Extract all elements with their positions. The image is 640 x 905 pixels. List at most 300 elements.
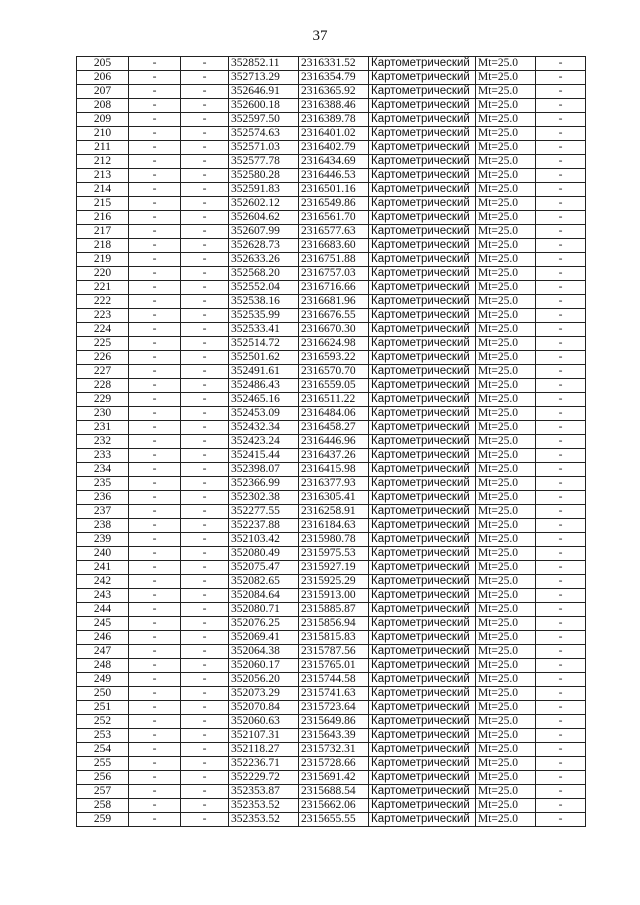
method-cell: Картометрический — [369, 561, 476, 575]
x-coordinate-cell: 352600.18 — [229, 99, 299, 113]
y-coordinate-cell: 2315913.00 — [299, 589, 369, 603]
point-number-cell: 240 — [77, 547, 129, 561]
table-row — [77, 197, 586, 211]
method-cell: Картометрический — [369, 407, 476, 421]
table-row — [77, 365, 586, 379]
x-coordinate-cell: 352398.07 — [229, 463, 299, 477]
empty-cell: - — [181, 785, 229, 799]
x-coordinate-cell: 352366.99 — [229, 477, 299, 491]
table-row — [77, 771, 586, 785]
x-coordinate-cell: 352852.11 — [229, 57, 299, 71]
method-cell: Картометрический — [369, 687, 476, 701]
empty-cell: - — [536, 239, 586, 253]
accuracy-cell: Mt=25.0 — [476, 547, 536, 561]
y-coordinate-cell: 2315744.58 — [299, 673, 369, 687]
y-coordinate-cell: 2316511.22 — [299, 393, 369, 407]
x-coordinate-cell: 352514.72 — [229, 337, 299, 351]
point-number-cell: 235 — [77, 477, 129, 491]
y-coordinate-cell: 2316354.79 — [299, 71, 369, 85]
point-number-cell: 205 — [77, 57, 129, 71]
empty-cell: - — [536, 519, 586, 533]
empty-cell: - — [129, 771, 181, 785]
empty-cell: - — [129, 687, 181, 701]
y-coordinate-cell: 2316258.91 — [299, 505, 369, 519]
accuracy-cell: Mt=25.0 — [476, 729, 536, 743]
table-row — [77, 575, 586, 589]
x-coordinate-cell: 352491.61 — [229, 365, 299, 379]
x-coordinate-cell: 352574.63 — [229, 127, 299, 141]
empty-cell: - — [129, 491, 181, 505]
y-coordinate-cell: 2316676.55 — [299, 309, 369, 323]
point-number-cell: 238 — [77, 519, 129, 533]
empty-cell: - — [181, 645, 229, 659]
point-number-cell: 224 — [77, 323, 129, 337]
method-cell: Картометрический — [369, 267, 476, 281]
point-number-cell: 258 — [77, 799, 129, 813]
empty-cell: - — [129, 715, 181, 729]
empty-cell: - — [536, 127, 586, 141]
point-number-cell: 244 — [77, 603, 129, 617]
x-coordinate-cell: 352353.87 — [229, 785, 299, 799]
method-cell: Картометрический — [369, 617, 476, 631]
x-coordinate-cell: 352538.16 — [229, 295, 299, 309]
empty-cell: - — [129, 729, 181, 743]
empty-cell: - — [181, 169, 229, 183]
empty-cell: - — [181, 729, 229, 743]
method-cell: Картометрический — [369, 449, 476, 463]
empty-cell: - — [129, 71, 181, 85]
table-row — [77, 127, 586, 141]
x-coordinate-cell: 352080.71 — [229, 603, 299, 617]
table-row — [77, 421, 586, 435]
empty-cell: - — [181, 547, 229, 561]
empty-cell: - — [536, 631, 586, 645]
empty-cell: - — [181, 421, 229, 435]
method-cell: Картометрический — [369, 141, 476, 155]
accuracy-cell: Mt=25.0 — [476, 323, 536, 337]
method-cell: Картометрический — [369, 253, 476, 267]
table-row — [77, 589, 586, 603]
empty-cell: - — [181, 85, 229, 99]
empty-cell: - — [181, 463, 229, 477]
empty-cell: - — [181, 225, 229, 239]
empty-cell: - — [129, 673, 181, 687]
accuracy-cell: Mt=25.0 — [476, 631, 536, 645]
method-cell: Картометрический — [369, 435, 476, 449]
method-cell: Картометрический — [369, 351, 476, 365]
method-cell: Картометрический — [369, 589, 476, 603]
y-coordinate-cell: 2316624.98 — [299, 337, 369, 351]
method-cell: Картометрический — [369, 757, 476, 771]
empty-cell: - — [181, 505, 229, 519]
accuracy-cell: Mt=25.0 — [476, 561, 536, 575]
point-number-cell: 223 — [77, 309, 129, 323]
point-number-cell: 236 — [77, 491, 129, 505]
empty-cell: - — [129, 477, 181, 491]
point-number-cell: 221 — [77, 281, 129, 295]
empty-cell: - — [129, 813, 181, 827]
empty-cell: - — [129, 197, 181, 211]
empty-cell: - — [129, 225, 181, 239]
table-row — [77, 323, 586, 337]
table-row — [77, 211, 586, 225]
method-cell: Картометрический — [369, 743, 476, 757]
y-coordinate-cell: 2316389.78 — [299, 113, 369, 127]
method-cell: Картометрический — [369, 603, 476, 617]
method-cell: Картометрический — [369, 533, 476, 547]
empty-cell: - — [536, 687, 586, 701]
empty-cell: - — [129, 281, 181, 295]
method-cell: Картометрический — [369, 729, 476, 743]
empty-cell: - — [181, 141, 229, 155]
empty-cell: - — [129, 57, 181, 71]
table-row — [77, 715, 586, 729]
y-coordinate-cell: 2316437.26 — [299, 449, 369, 463]
point-number-cell: 233 — [77, 449, 129, 463]
point-number-cell: 225 — [77, 337, 129, 351]
empty-cell: - — [536, 351, 586, 365]
point-number-cell: 207 — [77, 85, 129, 99]
y-coordinate-cell: 2316305.41 — [299, 491, 369, 505]
method-cell: Картометрический — [369, 155, 476, 169]
point-number-cell: 211 — [77, 141, 129, 155]
empty-cell: - — [181, 575, 229, 589]
y-coordinate-cell: 2316681.96 — [299, 295, 369, 309]
empty-cell: - — [536, 393, 586, 407]
method-cell: Картометрический — [369, 309, 476, 323]
empty-cell: - — [129, 113, 181, 127]
accuracy-cell: Mt=25.0 — [476, 197, 536, 211]
point-number-cell: 222 — [77, 295, 129, 309]
empty-cell: - — [181, 71, 229, 85]
accuracy-cell: Mt=25.0 — [476, 603, 536, 617]
empty-cell: - — [129, 309, 181, 323]
empty-cell: - — [181, 813, 229, 827]
empty-cell: - — [536, 715, 586, 729]
point-number-cell: 228 — [77, 379, 129, 393]
x-coordinate-cell: 352064.38 — [229, 645, 299, 659]
y-coordinate-cell: 2315925.29 — [299, 575, 369, 589]
point-number-cell: 206 — [77, 71, 129, 85]
x-coordinate-cell: 352432.34 — [229, 421, 299, 435]
table-row — [77, 155, 586, 169]
method-cell: Картометрический — [369, 575, 476, 589]
accuracy-cell: Mt=25.0 — [476, 225, 536, 239]
x-coordinate-cell: 352591.83 — [229, 183, 299, 197]
empty-cell: - — [181, 561, 229, 575]
accuracy-cell: Mt=25.0 — [476, 491, 536, 505]
x-coordinate-cell: 352237.88 — [229, 519, 299, 533]
table-row — [77, 631, 586, 645]
empty-cell: - — [181, 113, 229, 127]
empty-cell: - — [536, 729, 586, 743]
empty-cell: - — [129, 267, 181, 281]
empty-cell: - — [536, 253, 586, 267]
method-cell: Картометрический — [369, 85, 476, 99]
x-coordinate-cell: 352084.64 — [229, 589, 299, 603]
accuracy-cell: Mt=25.0 — [476, 659, 536, 673]
empty-cell: - — [181, 183, 229, 197]
method-cell: Картометрический — [369, 631, 476, 645]
accuracy-cell: Mt=25.0 — [476, 687, 536, 701]
y-coordinate-cell: 2316559.05 — [299, 379, 369, 393]
point-number-cell: 231 — [77, 421, 129, 435]
accuracy-cell: Mt=25.0 — [476, 477, 536, 491]
x-coordinate-cell: 352076.25 — [229, 617, 299, 631]
table-row — [77, 449, 586, 463]
point-number-cell: 234 — [77, 463, 129, 477]
accuracy-cell: Mt=25.0 — [476, 309, 536, 323]
empty-cell: - — [181, 659, 229, 673]
x-coordinate-cell: 352073.29 — [229, 687, 299, 701]
point-number-cell: 242 — [77, 575, 129, 589]
empty-cell: - — [536, 141, 586, 155]
point-number-cell: 209 — [77, 113, 129, 127]
empty-cell: - — [129, 141, 181, 155]
empty-cell: - — [536, 813, 586, 827]
y-coordinate-cell: 2316434.69 — [299, 155, 369, 169]
y-coordinate-cell: 2315723.64 — [299, 701, 369, 715]
point-number-cell: 247 — [77, 645, 129, 659]
method-cell: Картометрический — [369, 463, 476, 477]
method-cell: Картометрический — [369, 113, 476, 127]
table-row — [77, 169, 586, 183]
method-cell: Картометрический — [369, 365, 476, 379]
x-coordinate-cell: 352568.20 — [229, 267, 299, 281]
method-cell: Картометрический — [369, 785, 476, 799]
empty-cell: - — [536, 589, 586, 603]
table-row — [77, 351, 586, 365]
empty-cell: - — [129, 365, 181, 379]
point-number-cell: 220 — [77, 267, 129, 281]
point-number-cell: 230 — [77, 407, 129, 421]
accuracy-cell: Mt=25.0 — [476, 295, 536, 309]
x-coordinate-cell: 352646.91 — [229, 85, 299, 99]
point-number-cell: 216 — [77, 211, 129, 225]
x-coordinate-cell: 352713.29 — [229, 71, 299, 85]
table-row — [77, 603, 586, 617]
empty-cell: - — [181, 365, 229, 379]
empty-cell: - — [536, 323, 586, 337]
y-coordinate-cell: 2315765.01 — [299, 659, 369, 673]
table-row — [77, 547, 586, 561]
empty-cell: - — [181, 715, 229, 729]
point-number-cell: 259 — [77, 813, 129, 827]
y-coordinate-cell: 2315643.39 — [299, 729, 369, 743]
empty-cell: - — [536, 183, 586, 197]
empty-cell: - — [181, 533, 229, 547]
table-row — [77, 407, 586, 421]
point-number-cell: 213 — [77, 169, 129, 183]
accuracy-cell: Mt=25.0 — [476, 57, 536, 71]
accuracy-cell: Mt=25.0 — [476, 281, 536, 295]
accuracy-cell: Mt=25.0 — [476, 463, 536, 477]
accuracy-cell: Mt=25.0 — [476, 771, 536, 785]
method-cell: Картометрический — [369, 519, 476, 533]
empty-cell: - — [536, 575, 586, 589]
empty-cell: - — [129, 295, 181, 309]
y-coordinate-cell: 2316757.03 — [299, 267, 369, 281]
empty-cell: - — [181, 743, 229, 757]
y-coordinate-cell: 2315688.54 — [299, 785, 369, 799]
accuracy-cell: Mt=25.0 — [476, 701, 536, 715]
accuracy-cell: Mt=25.0 — [476, 673, 536, 687]
point-number-cell: 214 — [77, 183, 129, 197]
accuracy-cell: Mt=25.0 — [476, 113, 536, 127]
y-coordinate-cell: 2315885.87 — [299, 603, 369, 617]
method-cell: Картометрический — [369, 379, 476, 393]
empty-cell: - — [536, 155, 586, 169]
empty-cell: - — [181, 491, 229, 505]
point-number-cell: 253 — [77, 729, 129, 743]
method-cell: Картометрический — [369, 211, 476, 225]
x-coordinate-cell: 352118.27 — [229, 743, 299, 757]
y-coordinate-cell: 2315732.31 — [299, 743, 369, 757]
x-coordinate-cell: 352075.47 — [229, 561, 299, 575]
empty-cell: - — [181, 603, 229, 617]
empty-cell: - — [536, 603, 586, 617]
accuracy-cell: Mt=25.0 — [476, 267, 536, 281]
y-coordinate-cell: 2316458.27 — [299, 421, 369, 435]
empty-cell: - — [129, 253, 181, 267]
empty-cell: - — [181, 155, 229, 169]
y-coordinate-cell: 2316716.66 — [299, 281, 369, 295]
y-coordinate-cell: 2315655.55 — [299, 813, 369, 827]
empty-cell: - — [536, 701, 586, 715]
empty-cell: - — [181, 407, 229, 421]
x-coordinate-cell: 352580.28 — [229, 169, 299, 183]
point-number-cell: 226 — [77, 351, 129, 365]
empty-cell: - — [536, 169, 586, 183]
empty-cell: - — [129, 645, 181, 659]
y-coordinate-cell: 2316593.22 — [299, 351, 369, 365]
empty-cell: - — [181, 351, 229, 365]
empty-cell: - — [181, 589, 229, 603]
empty-cell: - — [536, 309, 586, 323]
empty-cell: - — [129, 155, 181, 169]
method-cell: Картометрический — [369, 715, 476, 729]
empty-cell: - — [181, 323, 229, 337]
method-cell: Картометрический — [369, 477, 476, 491]
table-row — [77, 477, 586, 491]
empty-cell: - — [536, 463, 586, 477]
method-cell: Картометрический — [369, 323, 476, 337]
y-coordinate-cell: 2316446.53 — [299, 169, 369, 183]
empty-cell: - — [129, 799, 181, 813]
empty-cell: - — [129, 85, 181, 99]
empty-cell: - — [181, 757, 229, 771]
y-coordinate-cell: 2315927.19 — [299, 561, 369, 575]
y-coordinate-cell: 2315980.78 — [299, 533, 369, 547]
table-row — [77, 141, 586, 155]
method-cell: Картометрический — [369, 505, 476, 519]
x-coordinate-cell: 352070.84 — [229, 701, 299, 715]
empty-cell: - — [129, 505, 181, 519]
y-coordinate-cell: 2316184.63 — [299, 519, 369, 533]
table-row — [77, 435, 586, 449]
method-cell: Картометрический — [369, 673, 476, 687]
empty-cell: - — [181, 673, 229, 687]
x-coordinate-cell: 352486.43 — [229, 379, 299, 393]
empty-cell: - — [129, 785, 181, 799]
accuracy-cell: Mt=25.0 — [476, 393, 536, 407]
empty-cell: - — [536, 673, 586, 687]
method-cell: Картометрический — [369, 169, 476, 183]
empty-cell: - — [129, 701, 181, 715]
empty-cell: - — [536, 449, 586, 463]
table-row — [77, 505, 586, 519]
empty-cell: - — [536, 477, 586, 491]
point-number-cell: 227 — [77, 365, 129, 379]
accuracy-cell: Mt=25.0 — [476, 435, 536, 449]
accuracy-cell: Mt=25.0 — [476, 575, 536, 589]
table-row — [77, 225, 586, 239]
table-row — [77, 729, 586, 743]
table-body — [77, 57, 586, 827]
method-cell: Картометрический — [369, 281, 476, 295]
empty-cell: - — [536, 743, 586, 757]
x-coordinate-cell: 352604.62 — [229, 211, 299, 225]
empty-cell: - — [129, 239, 181, 253]
accuracy-cell: Mt=25.0 — [476, 421, 536, 435]
y-coordinate-cell: 2315649.86 — [299, 715, 369, 729]
method-cell: Картометрический — [369, 99, 476, 113]
empty-cell: - — [181, 617, 229, 631]
point-number-cell: 241 — [77, 561, 129, 575]
empty-cell: - — [536, 99, 586, 113]
y-coordinate-cell: 2316401.02 — [299, 127, 369, 141]
accuracy-cell: Mt=25.0 — [476, 813, 536, 827]
empty-cell: - — [536, 547, 586, 561]
table-row — [77, 267, 586, 281]
empty-cell: - — [181, 197, 229, 211]
empty-cell: - — [536, 71, 586, 85]
empty-cell: - — [536, 771, 586, 785]
accuracy-cell: Mt=25.0 — [476, 351, 536, 365]
empty-cell: - — [129, 589, 181, 603]
table-row — [77, 799, 586, 813]
y-coordinate-cell: 2315787.56 — [299, 645, 369, 659]
table-row — [77, 687, 586, 701]
empty-cell: - — [536, 365, 586, 379]
empty-cell: - — [129, 575, 181, 589]
empty-cell: - — [129, 323, 181, 337]
accuracy-cell: Mt=25.0 — [476, 519, 536, 533]
empty-cell: - — [129, 435, 181, 449]
method-cell: Картометрический — [369, 57, 476, 71]
accuracy-cell: Mt=25.0 — [476, 785, 536, 799]
empty-cell: - — [129, 379, 181, 393]
point-number-cell: 210 — [77, 127, 129, 141]
empty-cell: - — [129, 211, 181, 225]
table-row — [77, 813, 586, 827]
empty-cell: - — [129, 393, 181, 407]
table-row — [77, 71, 586, 85]
x-coordinate-cell: 352628.73 — [229, 239, 299, 253]
x-coordinate-cell: 352571.03 — [229, 141, 299, 155]
point-number-cell: 232 — [77, 435, 129, 449]
accuracy-cell: Mt=25.0 — [476, 379, 536, 393]
empty-cell: - — [536, 379, 586, 393]
empty-cell: - — [536, 407, 586, 421]
y-coordinate-cell: 2316577.63 — [299, 225, 369, 239]
accuracy-cell: Mt=25.0 — [476, 85, 536, 99]
method-cell: Картометрический — [369, 799, 476, 813]
table-row — [77, 757, 586, 771]
x-coordinate-cell: 352453.09 — [229, 407, 299, 421]
empty-cell: - — [181, 57, 229, 71]
empty-cell: - — [536, 799, 586, 813]
